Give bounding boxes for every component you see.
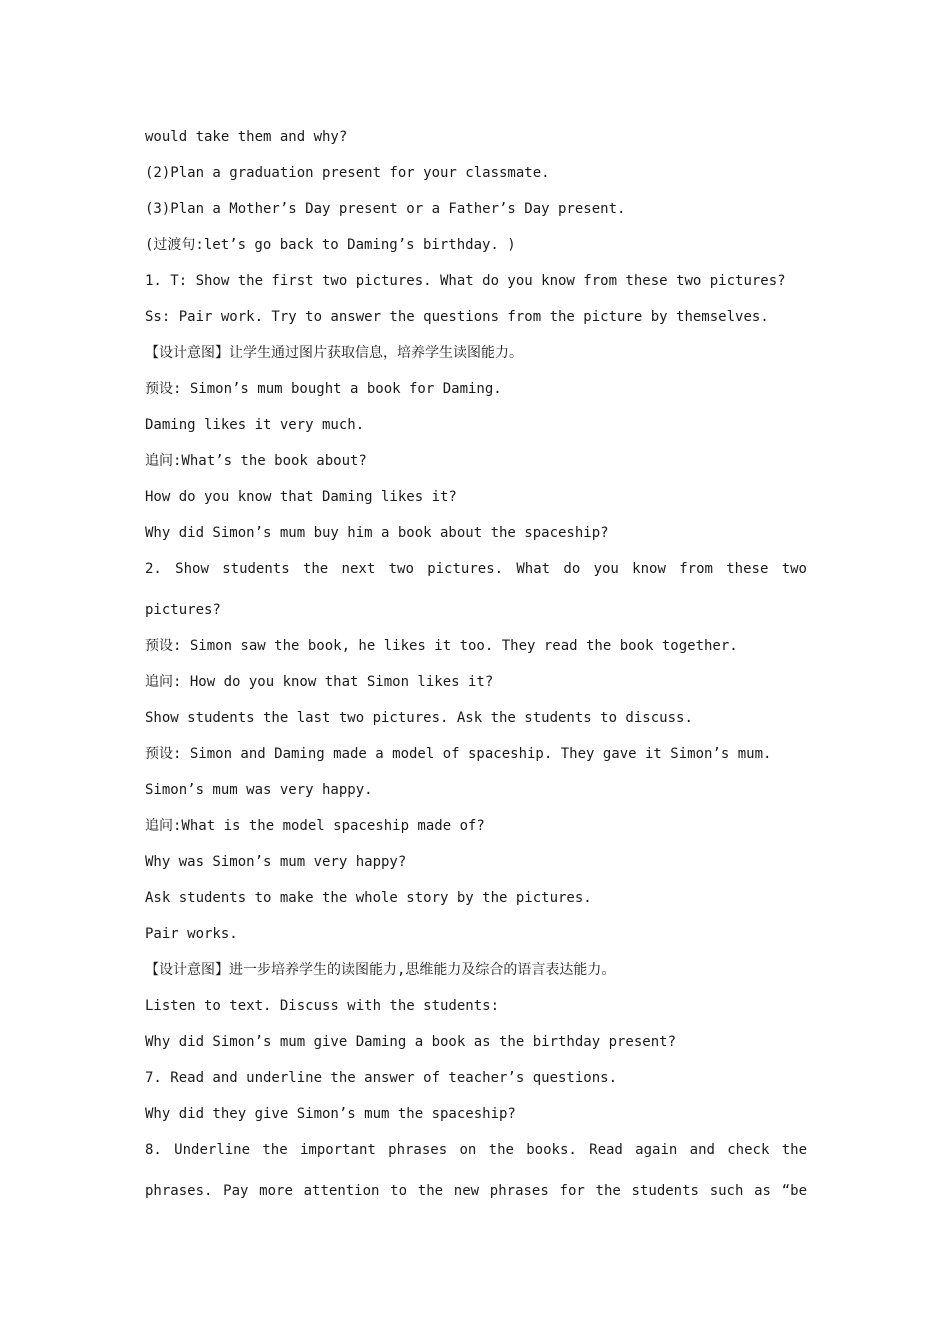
text-line: (2)Plan a graduation present for your classmate.	[145, 165, 550, 181]
text-line: Why did they give Simon’s mum the spaceship?	[145, 1106, 516, 1122]
text-line: would take them and why?	[145, 129, 348, 145]
text-line: 预设: Simon’s mum bought a book for Daming.	[145, 381, 502, 397]
text-line: pictures?	[145, 602, 221, 618]
document-body	[145, 124, 807, 1219]
text-line: Listen to text. Discuss with the students:	[145, 998, 500, 1014]
text-line: phrases. Pay more attention to the new phrases for the students such as “be	[145, 1183, 807, 1199]
text-line: 2. Show students the next two pictures. What do you know from these two	[145, 561, 807, 577]
text-line: Show students the last two pictures. Ask the students to discuss.	[145, 710, 693, 726]
text-line: Simon’s mum was very happy.	[145, 782, 373, 798]
text-line: 追问:What is the model spaceship made of?	[145, 818, 485, 834]
text-line: 追问: How do you know that Simon likes it?	[145, 674, 494, 690]
text-line: (3)Plan a Mother’s Day present or a Father’s Day present.	[145, 201, 626, 217]
text-line: (过渡句:let’s go back to Daming’s birthday. )	[145, 237, 516, 253]
text-line: Daming likes it very much.	[145, 417, 365, 433]
text-line: 1. T: Show the first two pictures. What do you know from these two pictures?	[145, 273, 786, 289]
text-line: Why was Simon’s mum very happy?	[145, 854, 407, 870]
text-line: 预设: Simon and Daming made a model of spaceship. They gave it Simon’s mum.	[145, 746, 772, 762]
text-line: Why did Simon’s mum give Daming a book as the birthday present?	[145, 1034, 677, 1050]
text-line: 追问:What’s the book about?	[145, 453, 367, 469]
design-intent-line: 【设计意图】进一步培养学生的读图能力,思维能力及综合的语言表达能力。	[145, 962, 616, 978]
text-line: 预设: Simon saw the book, he likes it too. They read the book together.	[145, 638, 738, 654]
text-line: Why did Simon’s mum buy him a book about the spaceship?	[145, 525, 609, 541]
text-line: How do you know that Daming likes it?	[145, 489, 457, 505]
design-intent-line: 【设计意图】让学生通过图片获取信息，培养学生读图能力。	[145, 345, 523, 361]
text-line: Ask students to make the whole story by the pictures.	[145, 890, 592, 906]
text-line: 7. Read and underline the answer of teacher’s questions.	[145, 1070, 618, 1086]
text-line: Pair works.	[145, 926, 238, 942]
text-line: 8. Underline the important phrases on the books. Read again and check the	[145, 1142, 807, 1158]
text-line: Ss: Pair work. Try to answer the questions from the picture by themselves.	[145, 309, 769, 325]
